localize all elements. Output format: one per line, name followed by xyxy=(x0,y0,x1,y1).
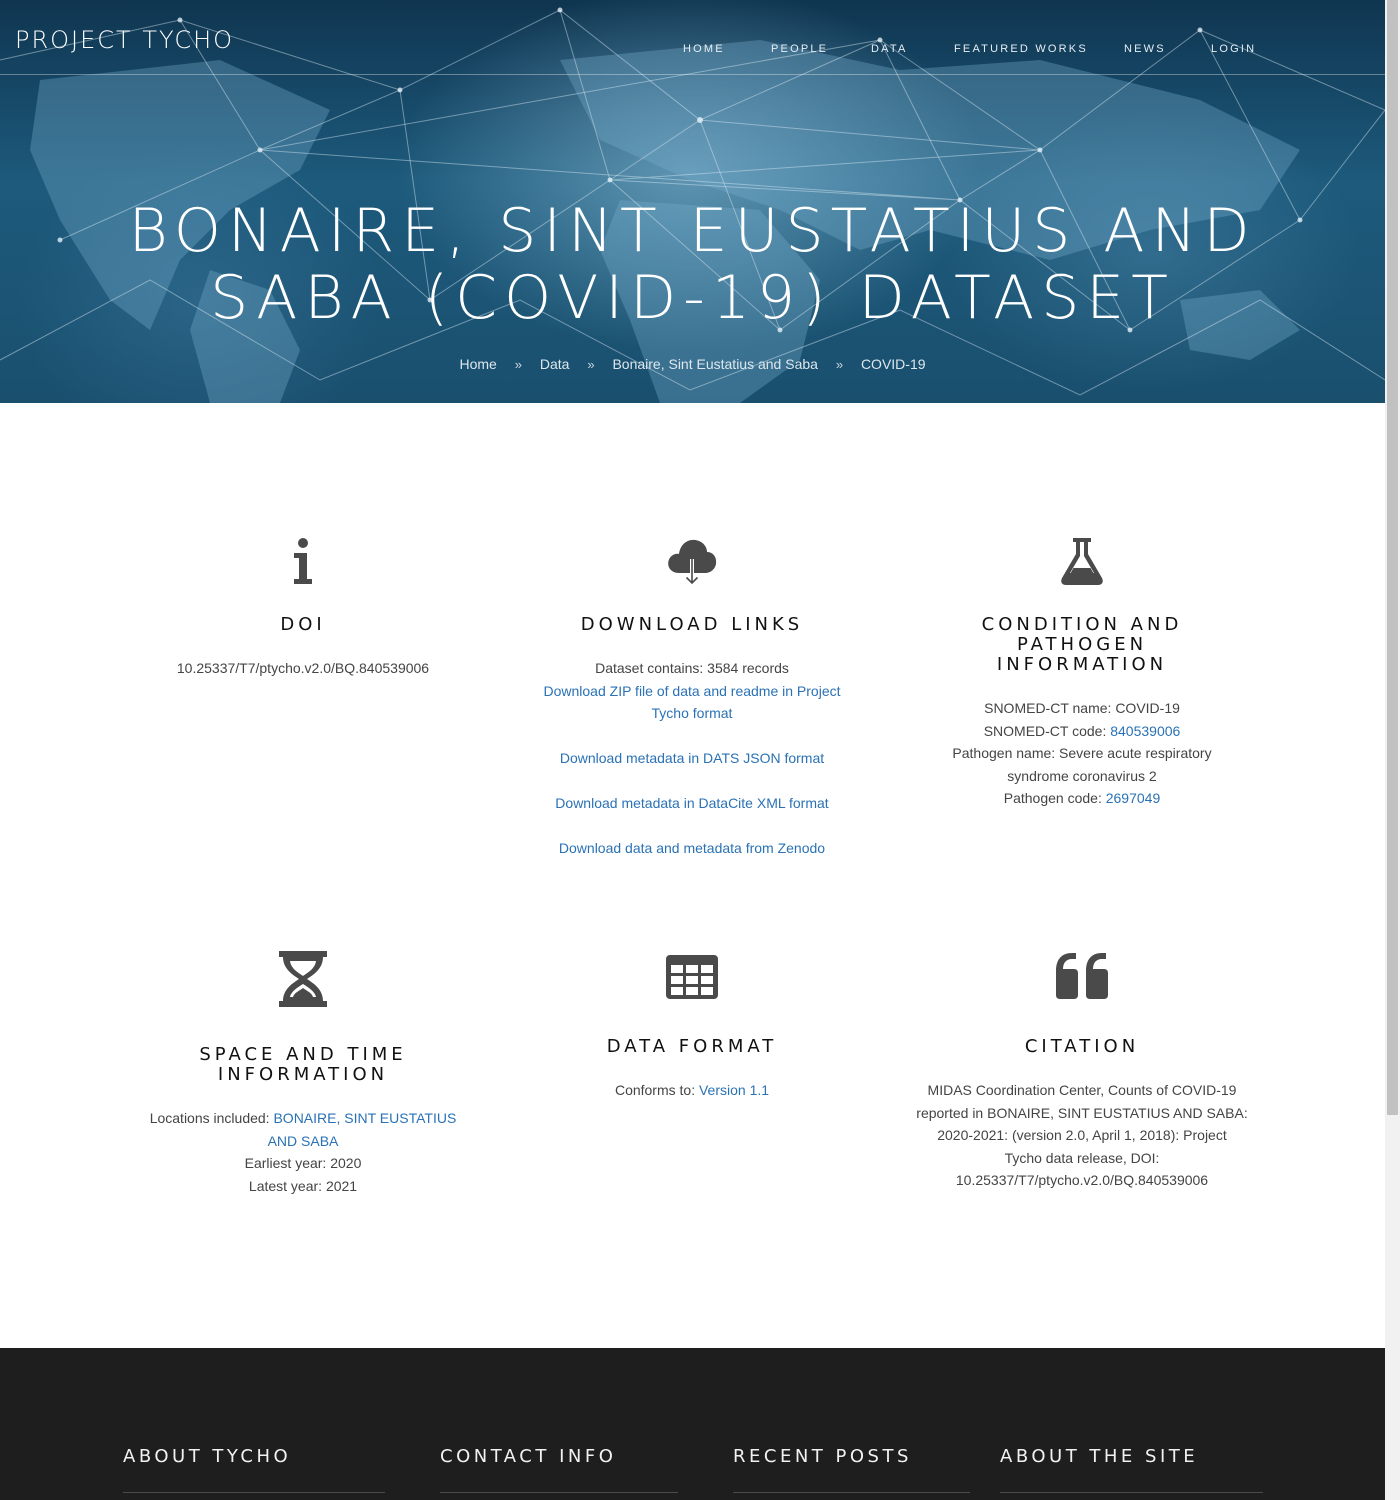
footer-recent-posts xyxy=(733,1446,912,1467)
locations-label: Locations included: xyxy=(149,1110,274,1126)
breadcrumb-data[interactable]: Data xyxy=(539,356,570,372)
pathogen-name-line2: syndrome coronavirus 2 xyxy=(1007,767,1157,784)
space-time-heading-line1: SPACE AND TIME xyxy=(199,1044,407,1065)
footer-divider xyxy=(440,1492,678,1493)
record-count: Dataset contains: 3584 records xyxy=(595,660,789,676)
page-scrollbar[interactable] xyxy=(1385,0,1400,1500)
pathogen-code-label: Pathogen code: xyxy=(1003,790,1106,806)
breadcrumb-location[interactable]: Bonaire, Sint Eustatius and Saba xyxy=(612,356,818,372)
download-links-heading: DOWNLOAD LINKS xyxy=(580,614,804,635)
pathogen-name-line1: Pathogen name: Severe acute respiratory xyxy=(952,745,1212,761)
page-title-line1: BONAIRE, SINT EUSTATIUS AND xyxy=(128,196,1257,266)
format-version-link[interactable]: Version 1.1 xyxy=(698,1082,770,1098)
citation-text xyxy=(912,1079,1252,1192)
page-title xyxy=(0,198,1385,332)
nav-divider xyxy=(0,74,1385,75)
flask-icon xyxy=(1060,537,1104,585)
citation-line5: 10.25337/T7/ptycho.v2.0/BQ.840539006 xyxy=(955,1172,1209,1188)
citation-line4: Tycho data release, DOI: xyxy=(1004,1149,1160,1166)
footer-about-site xyxy=(1000,1446,1198,1467)
doi-value: 10.25337/T7/ptycho.v2.0/BQ.840539006 xyxy=(176,660,430,676)
breadcrumb xyxy=(0,356,1385,372)
snomed-code-link[interactable]: 840539006 xyxy=(1110,722,1181,739)
footer-heading-contact-info: CONTACT INFO xyxy=(440,1446,617,1467)
hero-banner xyxy=(0,0,1385,403)
info-icon xyxy=(291,537,315,585)
download-zip-link-line1: Download ZIP file of data and readme in Project xyxy=(543,682,841,699)
chevron-double-right-icon: » xyxy=(835,357,844,372)
latest-year: Latest year: 2021 xyxy=(248,1177,358,1194)
conforms-row xyxy=(522,1079,862,1102)
nav-data[interactable]: DATA xyxy=(871,43,908,55)
footer-divider xyxy=(1000,1492,1263,1493)
snomed-code-row xyxy=(912,720,1252,743)
quote-icon xyxy=(1056,951,1108,999)
site-footer xyxy=(0,1348,1385,1500)
download-zip-link-line2: Tycho format xyxy=(651,705,733,721)
snomed-code-label: SNOMED-CT code: xyxy=(983,722,1111,739)
pathogen-name xyxy=(912,742,1252,787)
table-icon xyxy=(666,951,718,999)
locations-link-line2: AND SABA xyxy=(267,1132,339,1149)
footer-heading-about-site: ABOUT THE SITE xyxy=(1000,1446,1199,1467)
download-zenodo-link[interactable]: Download data and metadata from Zenodo xyxy=(558,840,826,856)
space-time-heading xyxy=(133,1045,473,1085)
chevron-double-right-icon: » xyxy=(587,357,595,372)
data-format-heading: DATA FORMAT xyxy=(606,1036,778,1057)
footer-heading-about-tycho: ABOUT TYCHO xyxy=(123,1446,292,1467)
earliest-year: Earliest year: 2020 xyxy=(244,1155,362,1171)
condition-section xyxy=(912,537,1252,810)
doi-section xyxy=(133,537,473,680)
citation-line1: MIDAS Coordination Center, Counts of COVID-19 xyxy=(927,1082,1237,1098)
citation-heading: CITATION xyxy=(1024,1036,1140,1057)
citation-section xyxy=(912,951,1252,1192)
download-links-section xyxy=(522,537,862,860)
scrollbar-thumb[interactable] xyxy=(1387,0,1398,1115)
space-time-section xyxy=(133,951,473,1197)
pathogen-code-link[interactable]: 2697049 xyxy=(1105,790,1161,806)
data-format-section xyxy=(522,951,862,1102)
nav-featured-works[interactable]: FEATURED WORKS xyxy=(954,43,1088,55)
breadcrumb-current: COVID-19 xyxy=(860,356,926,372)
download-dats-link[interactable]: Download metadata in DATS JSON format xyxy=(559,750,825,766)
breadcrumb-home[interactable]: Home xyxy=(459,356,497,372)
space-time-heading-line2: INFORMATION xyxy=(217,1064,389,1085)
nav-login[interactable]: LOGIN xyxy=(1211,43,1257,55)
nav-home[interactable]: HOME xyxy=(683,43,725,55)
locations-link[interactable] xyxy=(268,1110,457,1149)
condition-heading-line2: INFORMATION xyxy=(996,654,1168,675)
footer-divider xyxy=(733,1492,970,1493)
snomed-name: SNOMED-CT name: COVID-19 xyxy=(984,700,1180,716)
footer-heading-recent-posts: RECENT POSTS xyxy=(733,1446,912,1467)
footer-contact-info xyxy=(440,1446,616,1467)
nav-news[interactable]: NEWS xyxy=(1124,43,1166,55)
locations-link-line1: BONAIRE, SINT EUSTATIUS xyxy=(273,1110,457,1126)
citation-line2: reported in BONAIRE, SINT EUSTATIUS AND SABA: xyxy=(916,1104,1248,1121)
nav-people[interactable]: PEOPLE xyxy=(771,43,829,55)
hourglass-icon xyxy=(279,951,327,1007)
doi-heading: DOI xyxy=(280,614,326,635)
footer-divider xyxy=(123,1492,385,1493)
condition-heading xyxy=(912,615,1252,675)
condition-heading-line1: CONDITION AND PATHOGEN xyxy=(981,614,1183,655)
chevron-double-right-icon: » xyxy=(514,357,522,372)
download-zip-link[interactable] xyxy=(543,683,840,722)
footer-about-tycho xyxy=(123,1446,291,1467)
locations-row xyxy=(133,1107,473,1152)
conforms-label: Conforms to: xyxy=(614,1082,699,1098)
citation-line3: 2020-2021: (version 2.0, April 1, 2018): Project xyxy=(937,1127,1227,1143)
site-brand[interactable]: PROJECT TYCHO xyxy=(15,26,235,54)
cloud-download-icon xyxy=(667,537,717,585)
page-title-line2: SABA (COVID-19) DATASET xyxy=(210,263,1175,333)
download-datacite-link[interactable]: Download metadata in DataCite XML format xyxy=(555,795,829,811)
pathogen-code-row xyxy=(912,787,1252,810)
